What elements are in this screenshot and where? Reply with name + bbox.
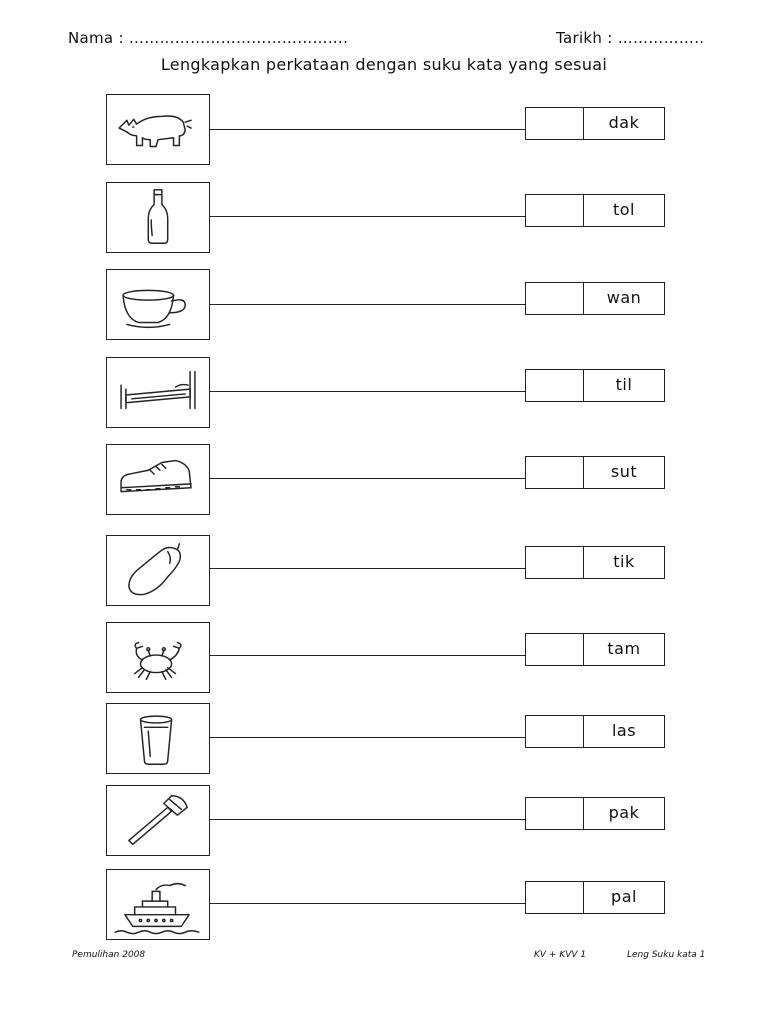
syllable-label: pak: [608, 803, 640, 822]
answer-blank[interactable]: [526, 634, 584, 665]
answer-box: [525, 633, 665, 666]
papaya-icon: [106, 535, 210, 606]
rhinoceros-icon: [106, 94, 210, 165]
connector-line: [210, 391, 526, 392]
glass-icon: [106, 703, 210, 774]
syllable-label: tol: [612, 200, 635, 219]
answer-blank[interactable]: [526, 370, 584, 401]
answer-blank[interactable]: [526, 457, 584, 488]
ship-icon: [106, 869, 210, 940]
connector-line: [210, 903, 526, 904]
answer-blank[interactable]: [526, 283, 584, 314]
answer-blank[interactable]: [526, 798, 584, 829]
syllable-label: tam: [607, 639, 641, 658]
answer-blank[interactable]: [526, 547, 584, 578]
instruction-title: Lengkapkan perkataan dengan suku kata yang sesuai: [160, 55, 608, 74]
date-field-label: Tarikh : ……………..: [556, 29, 705, 47]
shoe-icon: [106, 444, 210, 515]
syllable-label: wan: [606, 288, 642, 307]
cup-icon: [106, 269, 210, 340]
answer-box: [525, 797, 665, 830]
connector-line: [210, 568, 526, 569]
answer-box: [525, 456, 665, 489]
connector-line: [210, 655, 526, 656]
footer-right: Leng Suku kata 1: [627, 950, 706, 960]
answer-box: [525, 282, 665, 315]
bed-icon: [106, 357, 210, 428]
answer-box: [525, 194, 665, 227]
name-field-label: Nama : …………………………………….: [68, 29, 349, 47]
syllable-label: dak: [608, 113, 640, 132]
connector-line: [210, 304, 526, 305]
footer-middle: KV + KVV 1: [534, 950, 587, 960]
connector-line: [210, 819, 526, 820]
syllable-label: til: [615, 375, 633, 394]
answer-box: [525, 715, 665, 748]
syllable-label: las: [611, 721, 637, 740]
crab-icon: [106, 622, 210, 693]
syllable-label: pal: [611, 887, 637, 906]
syllable-label: tik: [613, 552, 635, 571]
bottle-icon: [106, 182, 210, 253]
answer-blank[interactable]: [526, 108, 584, 139]
connector-line: [210, 216, 526, 217]
syllable-label: sut: [610, 462, 638, 481]
answer-blank[interactable]: [526, 882, 584, 913]
answer-box: [525, 546, 665, 579]
connector-line: [210, 737, 526, 738]
footer-left: Pemulihan 2008: [72, 950, 146, 960]
answer-box: [525, 881, 665, 914]
axe-icon: [106, 785, 210, 856]
answer-box: [525, 369, 665, 402]
answer-blank[interactable]: [526, 195, 584, 226]
answer-box: [525, 107, 665, 140]
answer-blank[interactable]: [526, 716, 584, 747]
connector-line: [210, 129, 526, 130]
connector-line: [210, 478, 526, 479]
